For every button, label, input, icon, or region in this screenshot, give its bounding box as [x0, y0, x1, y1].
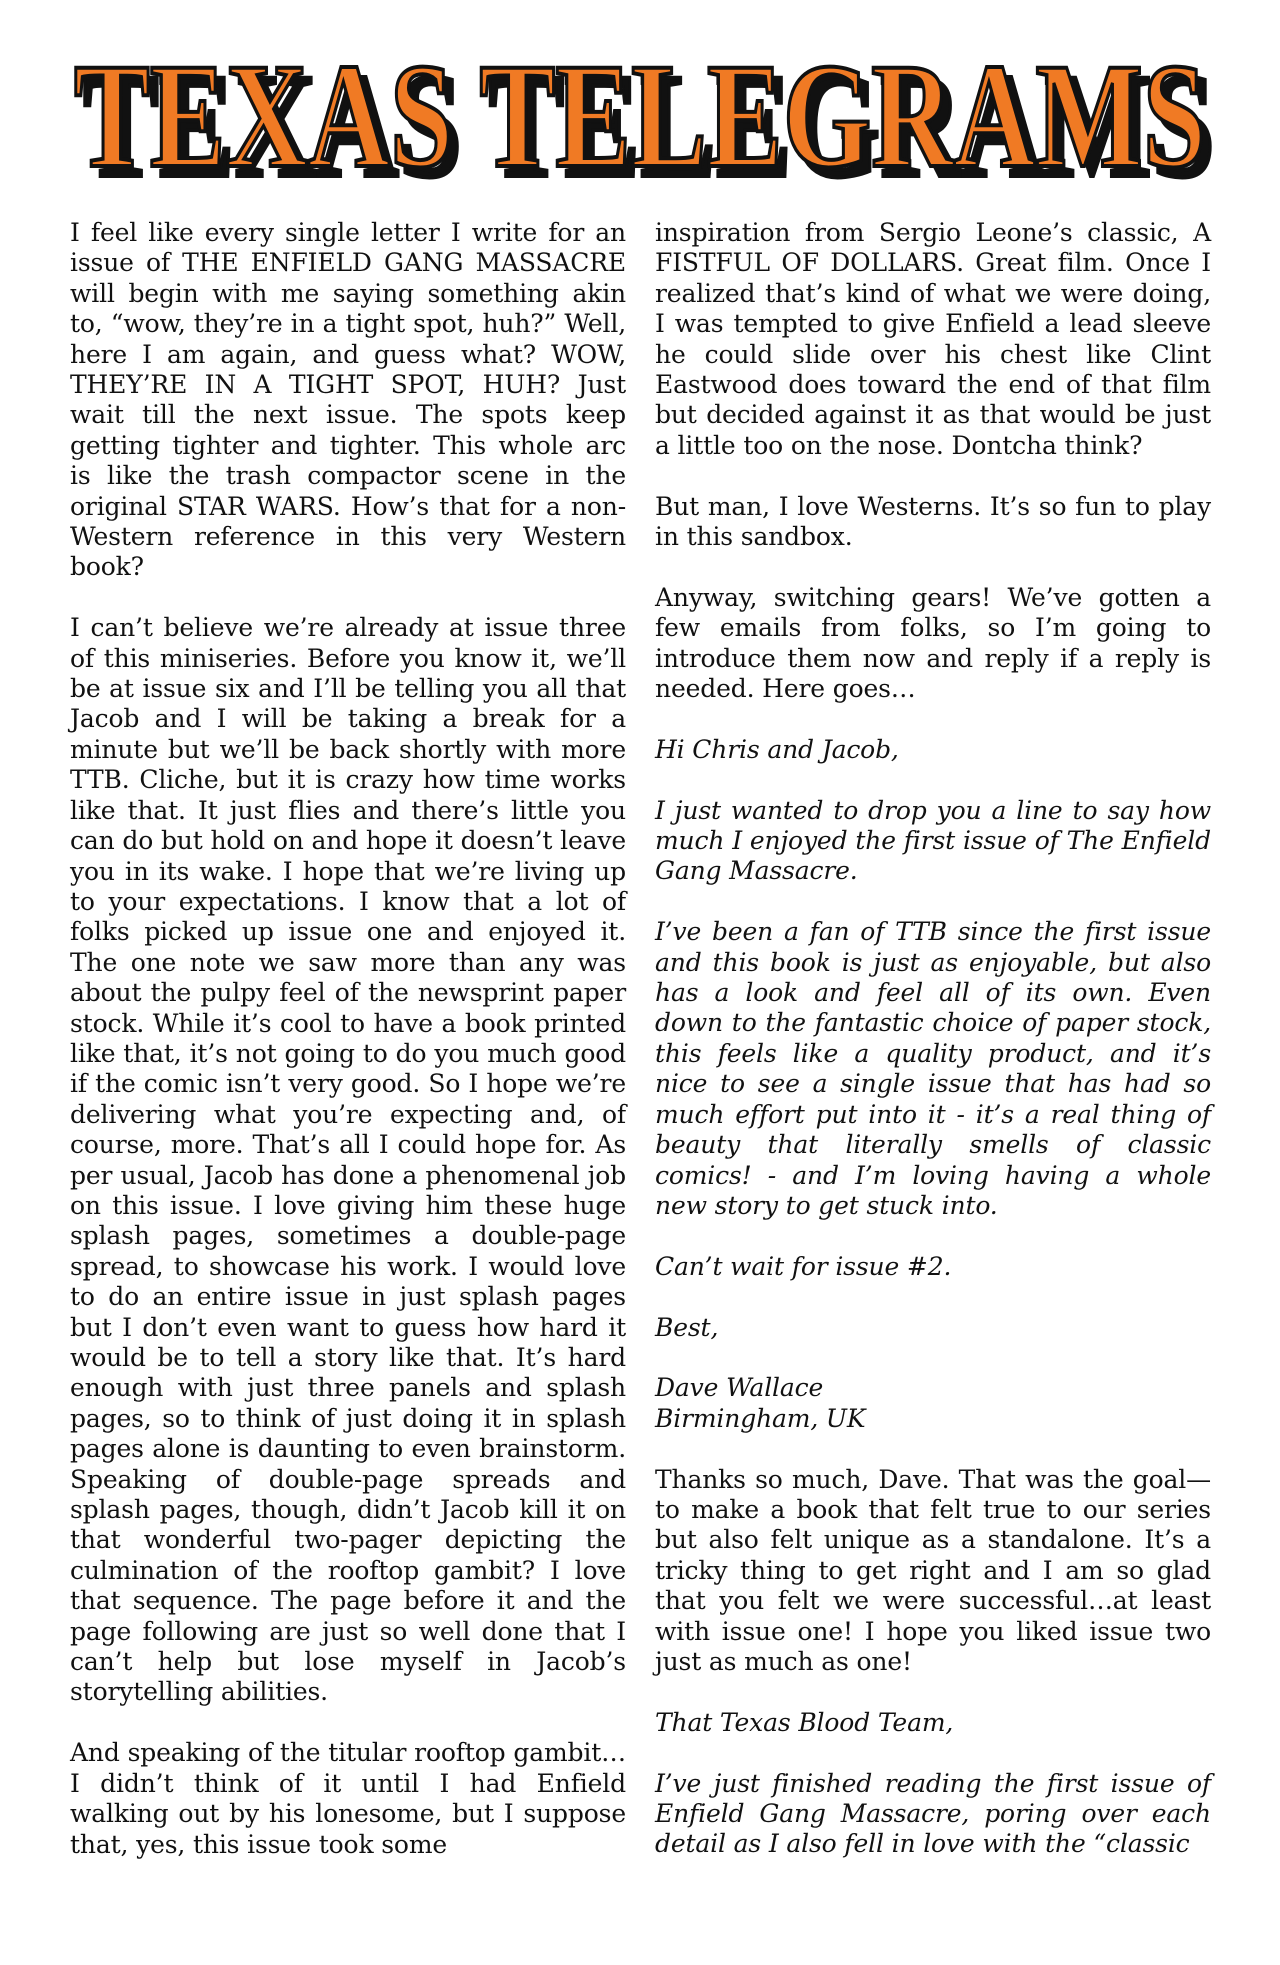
- letter-paragraph: I just wanted to drop you a line to say how much I enjoyed the first issue of The Enfield Gang Massacre.: [655, 795, 1211, 886]
- left-column: [70, 218, 626, 1860]
- paragraph: I feel like every single letter I write for an issue of THE ENFIELD GANG MASSACRE will begin with me saying something akin to, “wow, they’re in a tight spot, huh?” Well, here I am again, and guess what? WOW, THEY’RE IN A TIGHT SPOT, HUH? Just wait till the next issue. The spots keep getting tighter and tighter. This whole arc is like the trash compactor scene in the original STAR WARS. How’s that for a non-Western reference in this very Western book?: [70, 218, 626, 582]
- letter-signature: [655, 1373, 1211, 1434]
- letter-author-location: Birmingham, UK: [655, 1403, 866, 1433]
- title-text: TEXAS TELEGRAMS: [74, 34, 1206, 194]
- letter-greeting: Hi Chris and Jacob,: [655, 734, 899, 764]
- paragraph: inspiration from Sergio Leone’s classic, A FISTFUL OF DOLLARS. Great film. Once I realized that’s kind of what we were doing, I was tempted to give Enfield a lead sleeve he could slide over his chest like Clint Eastwood does toward the end of that film but decided against it as that would be just a little too on the nose. Dontcha think?: [655, 218, 1211, 460]
- letter-greeting: That Texas Blood Team,: [655, 1707, 954, 1737]
- paragraph: And speaking of the titular rooftop gambit… I didn’t think of it until I had Enfield walking out by his lonesome, but I suppose that, yes, this issue took some: [70, 1738, 626, 1859]
- letter-paragraph: Can’t wait for issue #2.: [655, 1251, 952, 1281]
- letter-signoff: Best,: [655, 1312, 719, 1342]
- page-title: [64, 34, 1216, 194]
- letter-paragraph: I’ve been a fan of TTB since the first issue and this book is just as enjoyable, but also has a look and feel all of its own. Even down to the fantastic choice of paper stock, this feels like a quality product, and it’s nice to see a single issue that has had so much effort put into it - it’s a real thing of beauty that literally smells of classic comics! - and I’m loving having a whole new story to get stuck into.: [655, 917, 1211, 1220]
- title-logo: [64, 34, 1216, 194]
- title-shadow: TEXAS TELEGRAMS: [83, 43, 1215, 194]
- paragraph: I can’t believe we’re already at issue three of this miniseries. Before you know it, we’ll be at issue six and I’ll be telling you all that Jacob and I will be taking a break for a minute but we’ll be back shortly with more TTB. Cliche, but it is crazy how time works like that. It just flies and there’s little you can do but hold on and hope it doesn’t leave you in its wake. I hope that we’re living up to your expectations. I know that a lot of folks picked up issue one and enjoyed it. The one note we saw more than any was about the pulpy feel of the newsprint paper stock. While it’s cool to have a book printed like that, it’s not going to do you much good if the comic isn’t very good. So I hope we’re delivering what you’re expecting and, of course, more. That’s all I could hope for. As per usual, Jacob has done a phenomenal job on this issue. I love giving him these huge splash pages, sometimes a double-page spread, to showcase his work. I would love to do an entire issue in just splash pages but I don’t even want to guess how hard it would be to tell a story like that. It’s hard enough with just three panels and splash pages, so to think of just doing it in splash pages alone is daunting to even brainstorm. Speaking of double-page spreads and splash pages, though, didn’t Jacob kill it on that wonderful two-pager depicting the culmination of the rooftop gambit? I love that sequence. The page before it and the page following are just so well done that I can’t help but lose myself in Jacob’s storytelling abilities.: [70, 613, 626, 1707]
- letter-paragraph: I’ve just finished reading the first issue of Enfield Gang Massacre, poring over each detail as I also fell in love with the “classic: [655, 1768, 1211, 1859]
- right-column: [655, 218, 1211, 1860]
- letter-author-name: Dave Wallace: [655, 1373, 824, 1403]
- reply-paragraph: Thanks so much, Dave. That was the goal—to make a book that felt true to our series but also felt unique as a standalone. It’s a tricky thing to get right and I am so glad that you felt we were successful…at least with issue one! I hope you liked issue two just as much as one!: [655, 1464, 1211, 1676]
- paragraph: Anyway, switching gears! We’ve gotten a few emails from folks, so I’m going to introduce them now and reply if a reply is needed. Here goes…: [655, 582, 1211, 704]
- paragraph: But man, I love Westerns. It’s so fun to play in this sandbox.: [655, 491, 1211, 552]
